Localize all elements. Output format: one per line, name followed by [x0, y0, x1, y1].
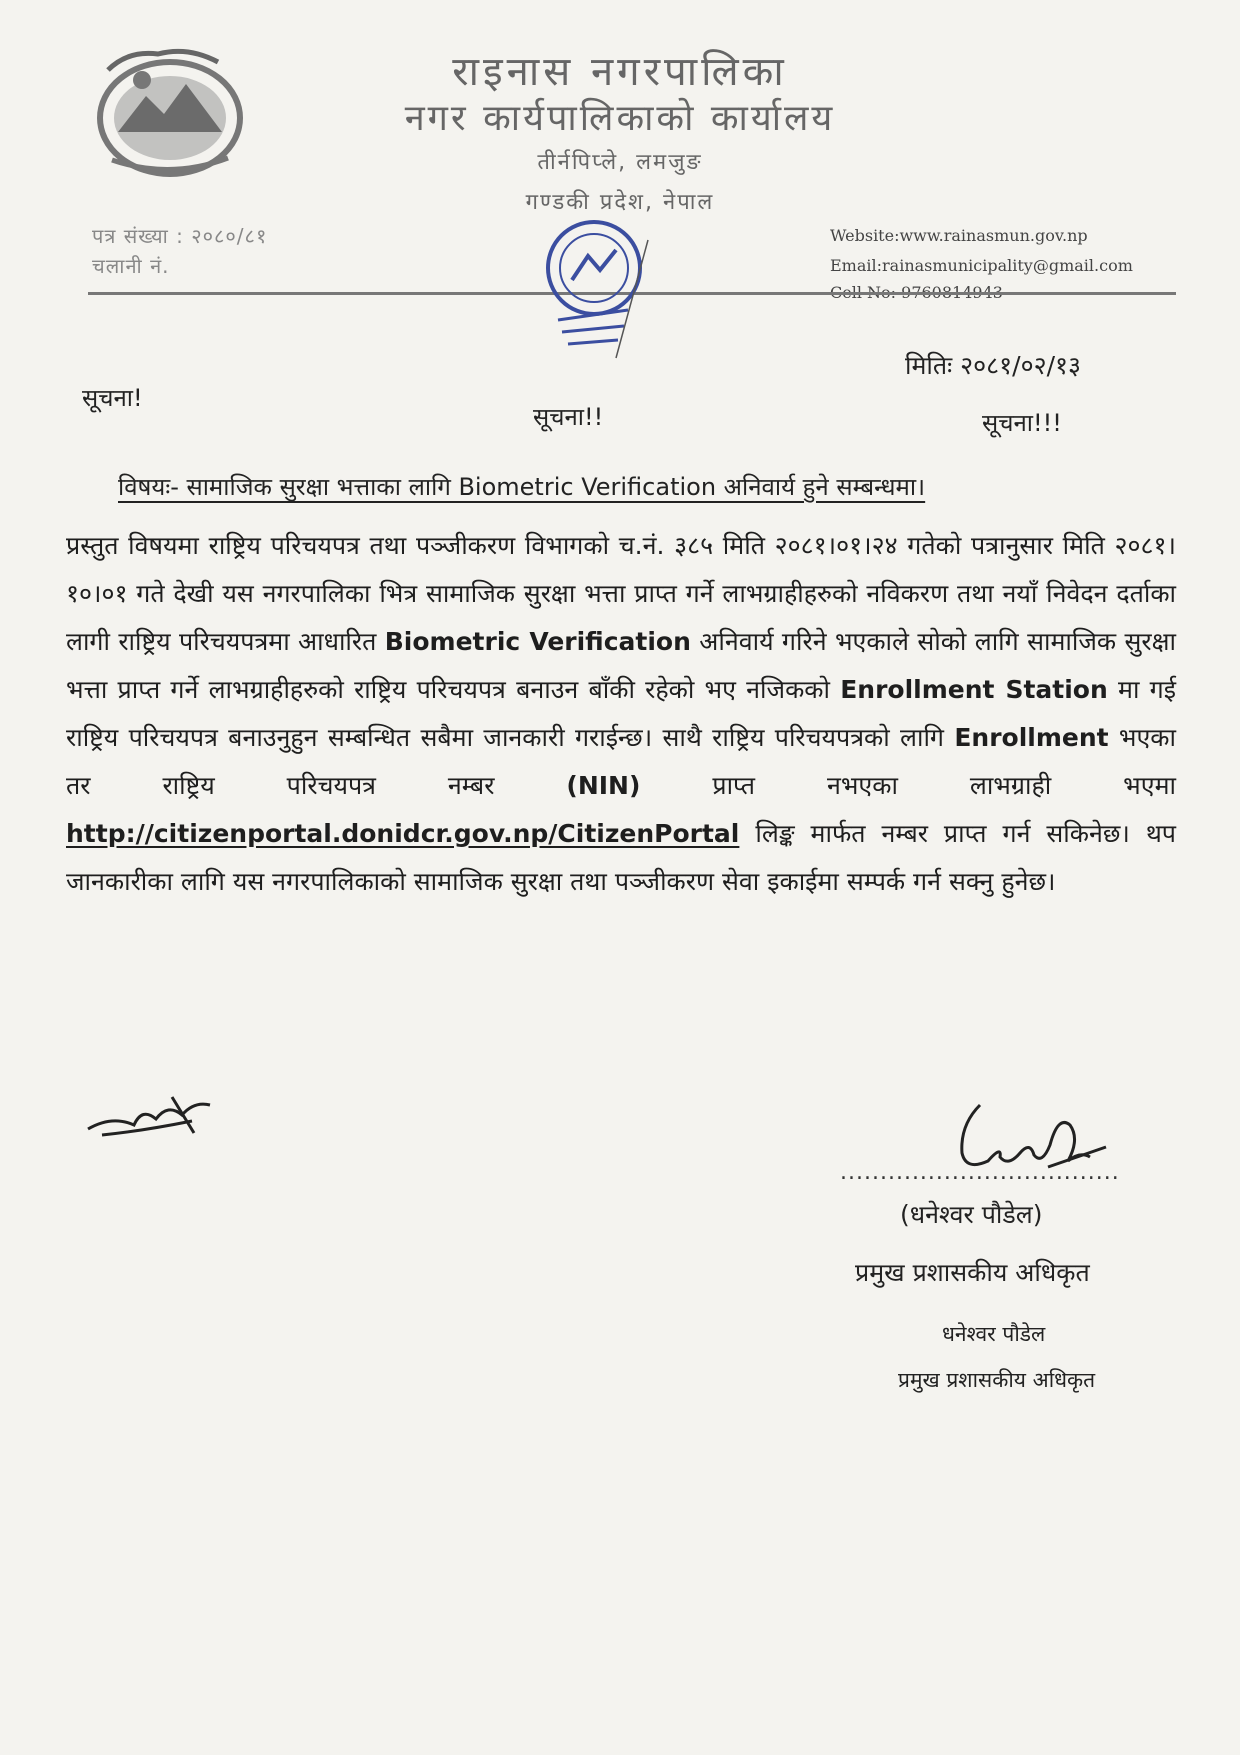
body-part-6: लिङ्क मार्फत नम्बर प्राप्त गर्न सकिनेछ। थप जानकारीका लागि यस नगरपालिकाको सामाजिक सुरक्षा तथा पञ्जीकरण सेवा इकाईमा सम्पर्क गर्न सक्नु हुनेछ।	[66, 819, 1176, 896]
website-text: Website:www.rainasmun.gov.np	[830, 226, 1088, 245]
office-seal-icon	[528, 210, 664, 360]
notice-heading-3: सूचना!!!	[982, 409, 1062, 437]
dispatch-number: चलानी नं.	[92, 254, 170, 278]
reference-number: पत्र संख्या : २०८०/८१	[92, 224, 268, 248]
biometric-verification-text: Biometric Verification	[384, 627, 691, 656]
notice-heading-1: सूचना!	[82, 384, 143, 412]
municipality-name: राइनास नगरपालिका	[452, 49, 788, 95]
office-name: नगर कार्यपालिकाको कार्यालय	[404, 98, 836, 139]
letter-date: मितिः २०८१/०२/१३	[905, 351, 1081, 380]
body-part-1: प्रस्तुत विषयमा राष्ट्रिय परिचयपत्र तथा पञ्जीकरण विभागको च.नं. ३८५ मिति २०८१।०१।२४ गतेको पत्रानुसार मिति २०८१।१०।०१ गते देखी यस नगरपालिका भित्र सामाजिक सुरक्षा भत्ता प्राप्त गर्ने लाभग्राहीहरुको नविकरण तथा नयाँ निवेदन दर्ताका लागी राष्ट्रिय परिचयपत्रमा आधारित	[66, 531, 1176, 656]
stamp-officer-name: धनेश्वर पौडेल	[942, 1322, 1046, 1346]
citizen-portal-link[interactable]: http://citizenportal.donidcr.gov.np/CitizenPortal	[66, 819, 740, 848]
signature-line: ...................................	[840, 1160, 1120, 1185]
subject-text: विषयः- सामाजिक सुरक्षा भत्ताका लागि Biometric Verification अनिवार्य हुने सम्बन्धमा।	[118, 473, 926, 501]
officer-title: प्रमुख प्रशासकीय अधिकृत	[855, 1258, 1090, 1287]
subject-line	[118, 470, 1138, 503]
office-location: तीर्नपिप्ले, लमजुङ	[537, 150, 703, 175]
email-text: Email:rainasmunicipality@gmail.com	[830, 256, 1133, 275]
nin-text: (NIN)	[566, 771, 641, 800]
body-part-5: प्राप्त नभएका लाभग्राही भएमा	[640, 771, 1176, 800]
enrollment-text: Enrollment	[954, 723, 1109, 752]
notice-heading-2: सूचना!!	[533, 403, 604, 431]
body-part-3: मा गई राष्ट्रिय परिचयपत्र बनाउनुहुन सम्बन्धित सबैमा जानकारी गराईन्छ। साथै राष्ट्रिय परिचयपत्रको लागि	[66, 675, 1176, 752]
stamp-officer-title: प्रमुख प्रशासकीय अधिकृत	[898, 1368, 1096, 1392]
body-part-2: अनिवार्य गरिने भएकाले सोको लागि सामाजिक सुरक्षा भत्ता प्राप्त गर्ने लाभग्राहीहरुको राष्ट्रिय परिचयपत्र बनाउन बाँकी रहेको भए नजिकको	[66, 627, 1176, 704]
notice-body	[66, 522, 1176, 906]
officer-name: (धनेश्वर पौडेल)	[900, 1200, 1043, 1229]
body-part-4: भएका तर राष्ट्रिय परिचयपत्र नम्बर	[66, 723, 1176, 800]
initials-signature-icon	[82, 1085, 232, 1145]
enrollment-station-text: Enrollment Station	[840, 675, 1108, 704]
office-province: गण्डकी प्रदेश, नेपाल	[525, 190, 715, 215]
